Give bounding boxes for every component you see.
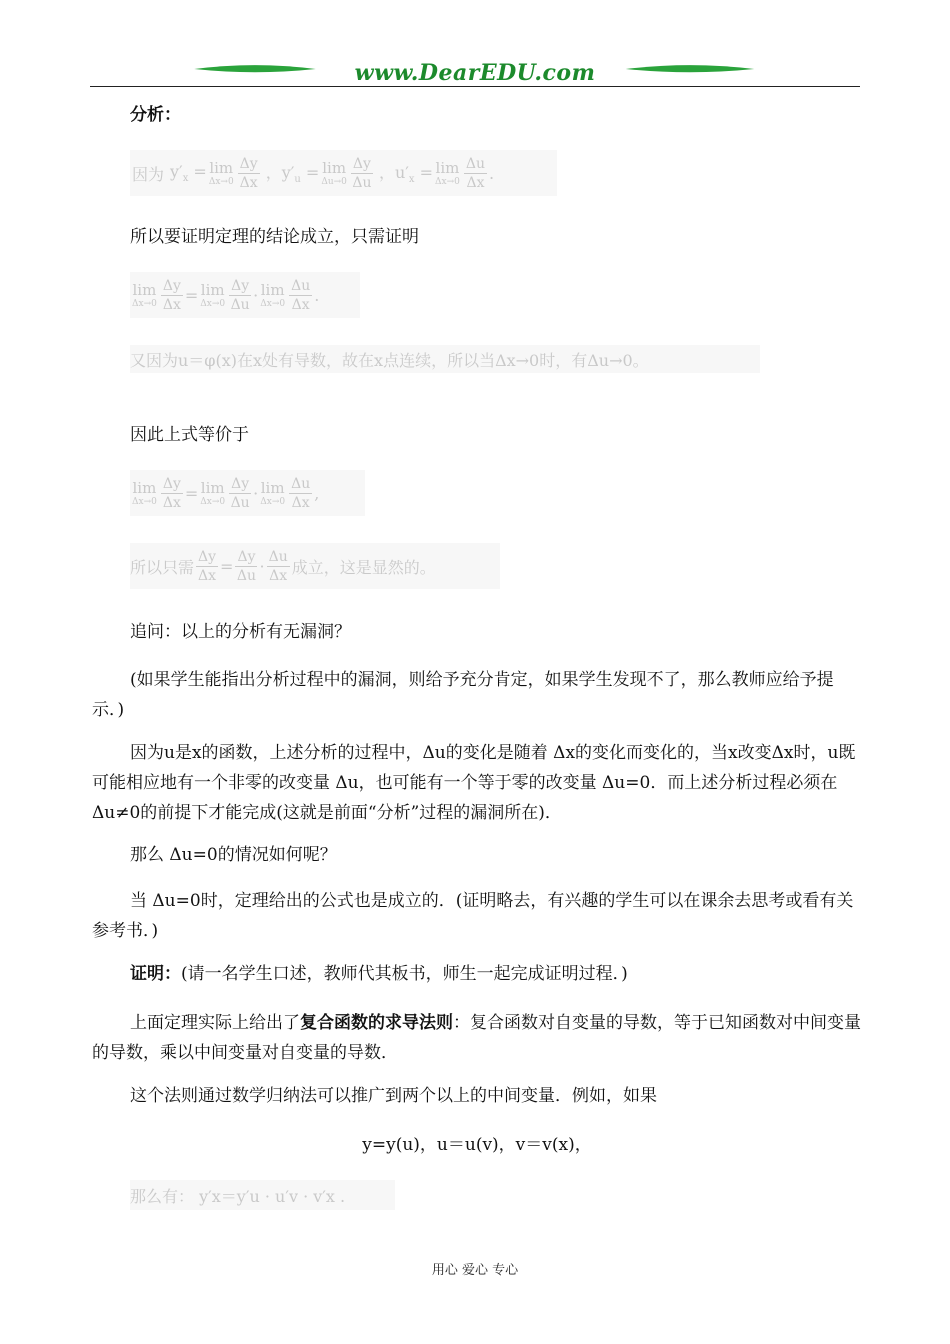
site-title: www.DearEDU.com	[354, 60, 596, 86]
proof-text: (请一名学生口述，教师代其板书，师生一起完成证明过程．)	[181, 964, 628, 984]
right-leaf-decoration	[600, 64, 780, 74]
proof-label: 证明：	[130, 964, 181, 984]
paragraph-loophole: 因为u是x的函数，上述分析的过程中，Δu的变化是随着 Δx的变化而变化的，当x改变Δx时，u既可能相应地有一个非零的改变量 Δu，也可能有一个等于零的改变量 Δu=0．而上述分析过程必须在 Δu≠0的前提下才能完成(这就是前面“分析”过程的漏洞所在)．	[92, 743, 856, 823]
paragraph-chain-rule	[92, 1008, 862, 1068]
paragraph-need-prove: 所以要证明定理的结论成立，只需证明	[130, 227, 419, 247]
multi-chain-text: 那么有： y′x＝y′u · u′v · v′x .	[130, 1186, 346, 1206]
paragraph-generalization: 这个法则通过数学归纳法可以推广到两个以上的中间变量．例如，如果	[130, 1086, 657, 1106]
formula-derivatives-definition: 因为 $y'_x$ = lim Δx→0 $\frac{\Delta y}{\Delta x}$ ，$y'_u$ = lim Δu→0 $\frac{\Delta y}{\Delta u}$ ，$u'_x$ = lim Δx→0 $\frac{\Delta u}{\Delta x}$ .	[130, 150, 557, 196]
only-need-prefix: 所以只需	[130, 557, 195, 577]
header-rule	[90, 86, 860, 87]
chain-rule-term: 复合函数的求导法则	[300, 1013, 453, 1033]
formula-limit-product-2: lim Δx→0 $\frac{\Delta y}{\Delta x}$ = lim Δx→0 $\frac{\Delta y}{\Delta u}$ · lim Δx→0 $\frac{\Delta u}{\Delta x}$ ,	[130, 470, 365, 516]
paragraph-equivalent: 因此上式等价于	[130, 425, 249, 445]
page-header	[90, 56, 860, 90]
page-footer: 用心 爱心 专心	[431, 1263, 519, 1278]
continuity-text: 又因为u＝φ(x)在x处有导数，故在x点连续，所以当Δx→0时，有Δu→0。	[130, 350, 649, 370]
formula-multi-chain	[130, 1180, 395, 1210]
chain-rule-statement: ：复合函数对自变量的导数，等于已知函数对中间变量的导数，乘以中间变量对自变量的导数．	[92, 1013, 861, 1063]
analysis-label: 分析：	[130, 105, 181, 125]
paragraph-delta-zero-answer: 当 Δu=0时，定理给出的公式也是成立的．(证明略去，有兴趣的学生可以在课余去思考或看有关参考书．)	[92, 891, 854, 941]
formula-prefix: 因为	[132, 164, 165, 184]
paragraph-question: 追问：以上的分析有无漏洞？	[130, 622, 351, 642]
chain-rule-intro: 上面定理实际上给出了	[130, 1013, 300, 1033]
paragraph-delta-zero-question: 那么 Δu=0的情况如何呢？	[130, 845, 337, 865]
formula-limit-product-1: lim Δx→0 $\frac{\Delta y}{\Delta x}$ = lim Δx→0 $\frac{\Delta y}{\Delta u}$ · lim Δx→0 $\frac{\Delta u}{\Delta x}$ .	[130, 272, 360, 318]
formula-only-need: 所以只需 $\frac{\Delta y}{\Delta x}$ = $\frac{\Delta y}{\Delta u}$ · $\frac{\Delta u}{\Delta x}$ 成立，这是显然的。	[130, 543, 500, 589]
function-chain-line: y=y(u)，u＝u(v)，v＝v(x)，	[362, 1135, 592, 1155]
only-need-suffix: 成立，这是显然的。	[291, 557, 436, 577]
paragraph-proof	[92, 959, 862, 989]
paragraph-teacher-hint: (如果学生能指出分析过程中的漏洞，则给予充分肯定，如果学生发现不了，那么教师应给予提示．)	[92, 670, 834, 720]
formula-continuity-line	[130, 345, 760, 373]
